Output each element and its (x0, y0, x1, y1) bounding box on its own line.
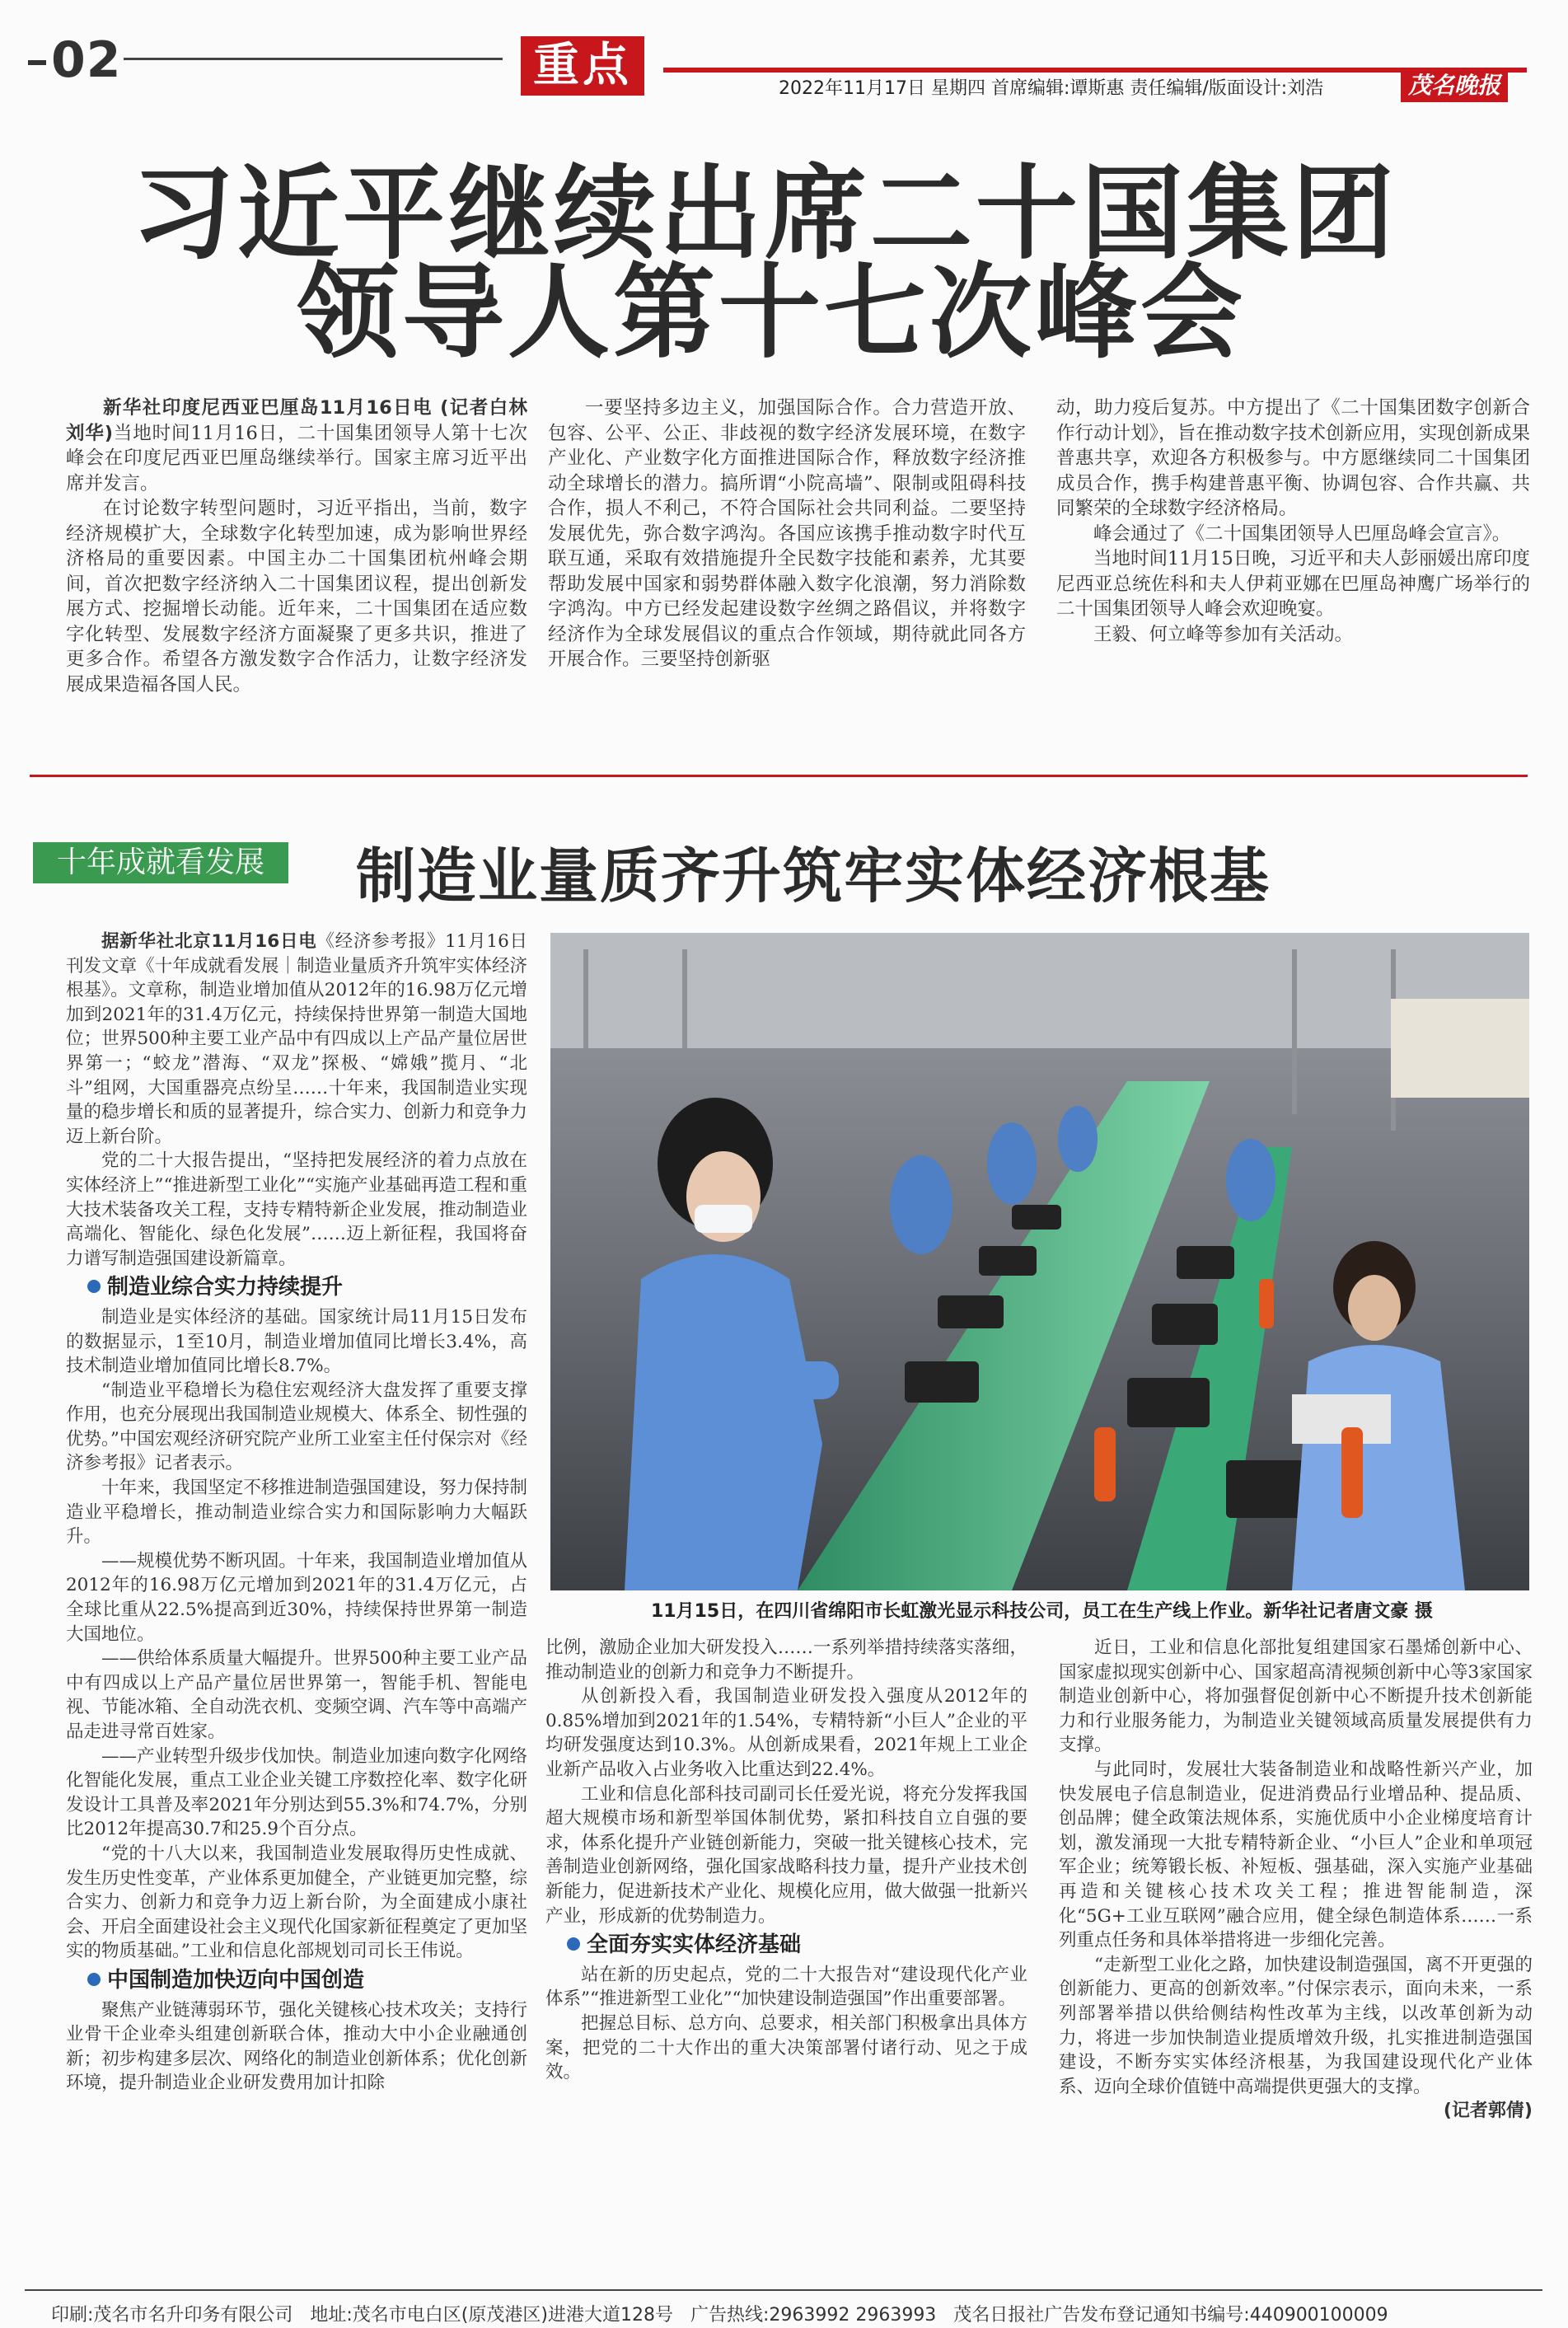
bullet-icon (87, 1280, 101, 1293)
paragraph: 把握总目标、总方向、总要求，相关部门积极拿出具体方案，把党的二十大作出的重大决策部署付诸行动、见之于成效。 (545, 2012, 1027, 2083)
paragraph: “制造业平稳增长为稳住宏观经济大盘发挥了重要支撑作用，也充分展现出我国制造业规模大、体系全、韧性强的优势。”中国宏观经济研究院产业所工业室主任付保宗对《经济参考报》记者表示。 (66, 1379, 527, 1474)
paragraph: 当地时间11月15日晚，习近平和夫人彭丽媛出席印度尼西亚总统佐科和夫人伊莉亚娜在巴厘岛神鹰广场举行的二十国集团领导人峰会欢迎晚宴。 (1056, 548, 1530, 620)
paragraph: 新华社印度尼西亚巴厘岛11月16日电 (记者白林 刘华)当地时间11月16日，二十国集团领导人第十七次峰会在印度尼西亚巴厘岛继续举行。国家主席习近平出席并发言。 (66, 397, 527, 494)
paragraph: ——规模优势不断巩固。十年来，我国制造业增加值从2012年的16.98万亿元增加到2021年的31.4万亿元，占全球比重从22.5%提高到近30%，持续保持世界第一制造大国地位。 (66, 1550, 527, 1645)
subheading-2: 中国制造加快迈向中国创造 (66, 1969, 527, 1993)
article1-column-1 (66, 396, 527, 697)
paragraph: 王毅、何立峰等参加有关活动。 (1093, 623, 1354, 645)
article1-column-2 (548, 396, 1026, 672)
paragraph: 站在新的历史起点，党的二十大报告对“建设现代化产业体系”“推进新型工业化”“加快建设制造强国”作出重要部署。 (545, 1964, 1027, 2010)
headline-line-2: 领导人第十七次峰会 (297, 254, 1247, 372)
paragraph: ——产业转型升级步伐加快。制造业加速向数字化网络化智能化发展，重点工业企业关键工序数控化率、数字化研发设计工具普及率2021年分别达到55.3%和74.7%，分别比2012年提高30.7和25.9个百分点。 (66, 1745, 527, 1840)
article2-column-2 (545, 1636, 1027, 2085)
photo-caption: 11月15日，在四川省绵阳市长虹激光显示科技公司，员工在生产线上作业。新华社记者唐文豪 摄 (651, 1601, 1433, 1622)
paragraph: 工业和信息化部科技司副司长任爱光说，将充分发挥我国超大规模市场和新型举国体制优势，紧扣科技自立自强的要求，体系化提升产业链创新能力，突破一批关键核心技术，完善制造业创新网络，强化国家战略科技力量，提升产业技术创新能力，促进新技术产业化、规模化应用，做大做强一批新兴产业，形成新的优势制造力。 (545, 1783, 1027, 1927)
page-number: 02 (28, 31, 122, 89)
article2-headline: 制造业量质齐升筑牢实体经济根基 (356, 841, 1271, 911)
header-info: 2022年11月17日 星期四 首席编辑:谭斯惠 责任编辑/版面设计:刘浩 (779, 78, 1324, 99)
header-rule (124, 58, 503, 60)
paragraph: 据新华社北京11月16日电《经济参考报》11月16日刊发文章《十年成就看发展｜制造业量质齐升筑牢实体经济根基》。文章称，制造业增加值从2012年的16.98万亿元增加到2021年的31.4万亿元，持续保持世界第一制造大国地位；世界500种主要工业产品中有四成以上产品产量位居世界第一；“蛟龙”潜海、“双龙”探极、“嫦娥”揽月、“北斗”组网，大国重器亮点纷呈……十年来，我国制造业实现量的稳步增长和质的显著提升，综合实力、创新力和竞争力迈上新台阶。 (66, 931, 528, 1147)
paragraph: ——供给体系质量大幅提升。世界500种主要工业产品中有四成以上产品产量位居世界第一，智能手机、智能电视、节能冰箱、全自动洗衣机、变频空调、汽车等中高端产品走进寻常百姓家。 (66, 1648, 527, 1742)
paragraph: 在讨论数字转型问题时，习近平指出，当前，数字经济规模扩大，全球数字化转型加速，成为影响世界经济格局的重要因素。中国主办二十国集团杭州峰会期间，首次把数字经济纳入二十国集团议程，提出创新发展方式、挖掘增长动能。近年来，二十国集团在适应数字化转型、发展数字经济方面凝聚了更多共识，推进了更多合作。希望各方激发数字合作活力，让数字经济发展成果造福各国人民。 (66, 498, 527, 696)
subheading-1: 制造业综合实力持续提升 (66, 1276, 527, 1300)
factory-photo (550, 933, 1529, 1590)
headline-line-1: 习近平继续出席二十国集团 (132, 155, 1398, 274)
paragraph: “走新型工业化之路，加快建设制造强国，离不开更强的创新能力、更高的创新效率。”付保宗表示，面向未来，一系列部署举措以供给侧结构性改革为主线，以改革创新为动力，将进一步加快制造业提质增效升级，扎实推进制造强国建设，不断夯实实体经济根基，为我国建设现代化产业体系、迈向全球价值链中高端提供更强大的支撑。 (1059, 1954, 1533, 2097)
paragraph: 近日，工业和信息化部批复组建国家石墨烯创新中心、国家虚拟现实创新中心、国家超高清视频创新中心等3家国家制造业创新中心，将加强督促创新中心不断提升技术创新能力和行业服务能力，为制造业关键领域高质量发展提供有力支撑。 (1059, 1637, 1533, 1756)
column-tag: 十年成就看发展 (33, 842, 288, 883)
paragraph: 一要坚持多边主义，加强国际合作。合力营造开放、包容、公平、公正、非歧视的数字经济发展环境，在数字产业化、产业数字化方面推进国际合作，释放数字经济推动全球增长的潜力。搞所谓“小院高墙”、限制或阻碍科技合作，损人不利己，不符合国际社会共同利益。二要坚持发展优先，弥合数字鸿沟。各国应该携手推动数字时代互联互通，采取有效措施提升全民数字技能和素养，尤其要帮助发展中国家和弱势群体融入数字化浪潮，努力消除数字鸿沟。中方已经发起建设数字丝绸之路倡议，并将数字经济作为全球发展倡议的重点合作领域，期待就此同各方开展合作。三要坚持创新驱 (548, 397, 1026, 670)
paragraph: 峰会通过了《二十国集团领导人巴厘岛峰会宣言》。 (1093, 522, 1511, 545)
paragraph: “党的十八大以来，我国制造业发展取得历史性成就、发生历史性变革，产业体系更加健全，产业链更加完整，综合实力、创新力和竞争力迈上新台阶，为全面建成小康社会、开启全面建设社会主义现代化国家新征程奠定了更加坚实的物质基础。”工业和信息化部规划司司长王伟说。 (66, 1843, 527, 1962)
production-line-illustration (550, 933, 1529, 1590)
section-divider (30, 775, 1528, 777)
header-red-bar (663, 68, 1527, 73)
section-label: 重点 (521, 36, 644, 96)
byline: (记者郭倩) (1443, 2101, 1533, 2122)
article2-column-1 (66, 930, 527, 2096)
paragraph: 比例，激励企业加大研发投入……一系列举措持续落实落细，推动制造业的创新力和竞争力不断提升。 (545, 1637, 1027, 1683)
newspaper-logo: 茂名晚报 (1401, 69, 1508, 102)
article1-column-3 (1056, 396, 1530, 647)
paragraph: 动，助力疫后复苏。中方提出了《二十国集团数字创新合作行动计划》，旨在推动数字技术创新应用，实现创新成果普惠共享，欢迎各方积极参与。中方愿继续同二十国集团成员合作，携手构建普惠平衡、协调包容、合作共赢、共同繁荣的全球数字经济格局。 (1056, 397, 1530, 519)
paragraph: 制造业是实体经济的基础。国家统计局11月15日发布的数据显示，1至10月，制造业增加值同比增长3.4%，高技术制造业增加值同比增长8.7%。 (66, 1306, 527, 1377)
paragraph: 与此同时，发展壮大装备制造业和战略性新兴产业，加快发展电子信息制造业，促进消费品行业增品种、提品质、创品牌；健全政策法规体系，实施优质中小企业梯度培育计划，激发涌现一大批专精特新企业、“小巨人”企业和单项冠军企业；统筹锻长板、补短板、强基础，深入实施产业基础再造和关键核心技术攻关工程；推进智能制造，深化“5G+工业互联网”融合应用，健全绿色制造体系……一系列重点任务和具体举措将进一步细化完善。 (1059, 1759, 1533, 1951)
bullet-icon (567, 1937, 580, 1951)
footer-rule (25, 2289, 1542, 2291)
bullet-icon (87, 1973, 101, 1986)
article2-column-3 (1059, 1636, 1533, 2124)
paragraph: 从创新投入看，我国制造业研发投入强度从2012年的0.85%增加到2021年的1.54%，专精特新“小巨人”企业的平均研发强度达到10.3%。从创新成果看，2021年规上工业企业新产品收入占业务收入比重达到22.4%。 (545, 1686, 1027, 1780)
footer-info: 印刷:茂名市名升印务有限公司 地址:茂名市电白区(原茂港区)进港大道128号 广告热线:2963992 2963993 茂名日报社广告发布登记通知书编号:440900100009 (51, 2305, 1388, 2326)
subheading-3: 全面夯实实体经济基础 (545, 1933, 1027, 1958)
paragraph: 党的二十大报告提出，“坚持把发展经济的着力点放在实体经济上”“推进新型工业化”“实施产业基础再造工程和重大技术装备攻关工程，支持专精特新企业发展，推动制造业高端化、智能化、绿色化发展”……迈上新征程，我国将奋力谱写制造强国建设新篇章。 (66, 1150, 527, 1269)
paragraph: 十年来，我国坚定不移推进制造强国建设，努力保持制造业平稳增长，推动制造业综合实力和国际影响力大幅跃升。 (66, 1478, 527, 1548)
paragraph: 聚焦产业链薄弱环节，强化关键核心技术攻关；支持行业骨干企业牵头组建创新联合体，推动大中小企业融通创新；初步构建多层次、网络化的制造业创新体系；优化创新环境，提升制造业企业研发费用加计扣除 (66, 1999, 527, 2094)
